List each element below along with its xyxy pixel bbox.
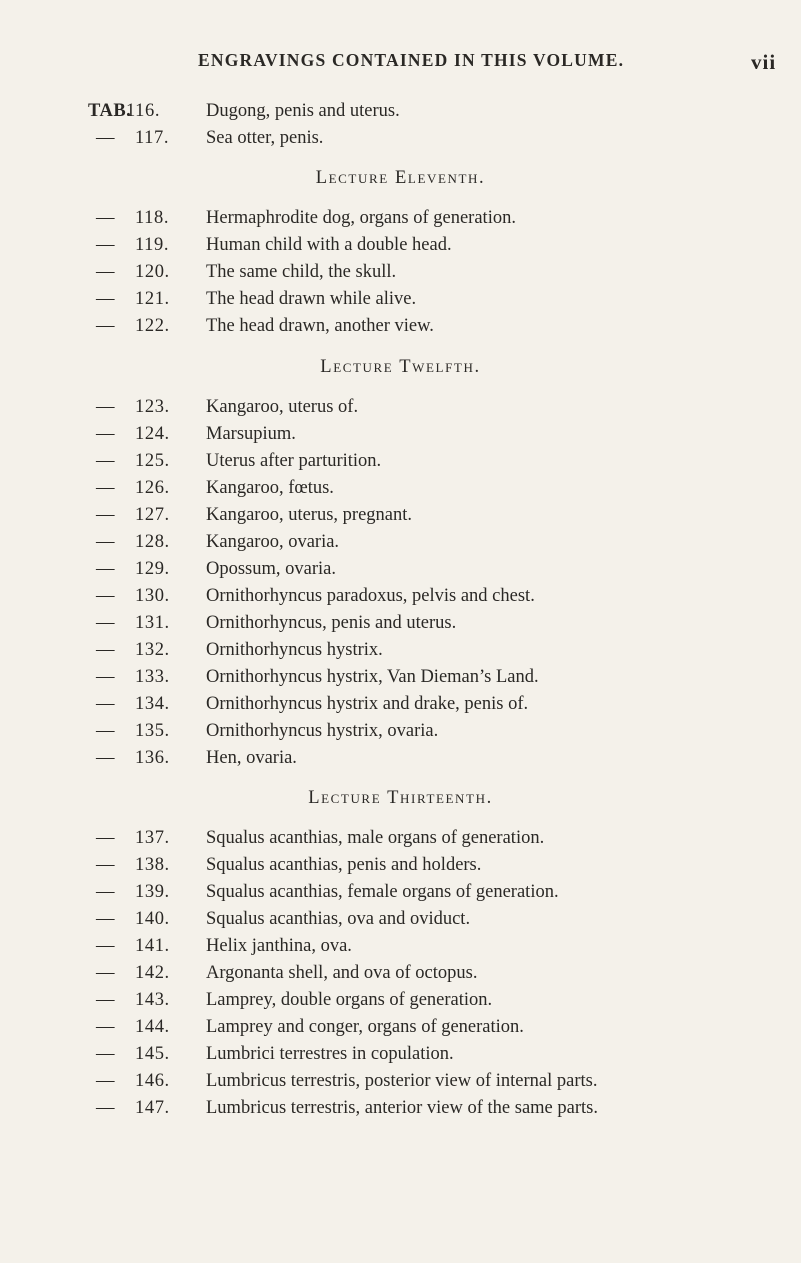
plate-description: The head drawn while alive. bbox=[206, 289, 417, 309]
ditto-dash: — bbox=[96, 451, 115, 471]
ditto-dash: — bbox=[96, 721, 115, 741]
list-item bbox=[0, 721, 801, 749]
ditto-dash: — bbox=[96, 882, 115, 902]
plate-description: Human child with a double head. bbox=[206, 235, 452, 255]
ditto-dash: — bbox=[96, 909, 115, 929]
ditto-dash: — bbox=[96, 397, 115, 417]
list-item bbox=[0, 1017, 801, 1045]
plate-description: Lumbricus terrestris, posterior view of internal parts. bbox=[206, 1071, 598, 1091]
ditto-dash: — bbox=[96, 613, 115, 633]
ditto-dash: — bbox=[96, 640, 115, 660]
plate-number: 126. bbox=[135, 478, 170, 498]
list-item bbox=[0, 748, 801, 776]
plate-description: Hen, ovaria. bbox=[206, 748, 297, 768]
ditto-dash: — bbox=[96, 855, 115, 875]
plate-description: Kangaroo, ovaria. bbox=[206, 532, 340, 552]
plate-description: Ornithorhyncus, penis and uterus. bbox=[206, 613, 457, 633]
ditto-dash: — bbox=[96, 478, 115, 498]
plate-number: 122. bbox=[135, 316, 170, 336]
plate-number: 131. bbox=[135, 613, 170, 633]
list-item bbox=[0, 667, 801, 695]
plate-description: Ornithorhyncus hystrix, ovaria. bbox=[206, 721, 439, 741]
plate-number: 141. bbox=[135, 936, 170, 956]
list-item bbox=[0, 855, 801, 883]
lecture-heading bbox=[0, 168, 801, 189]
tab-prefix: TAB. bbox=[88, 101, 132, 121]
ditto-dash: — bbox=[96, 262, 115, 282]
list-item bbox=[0, 586, 801, 614]
lecture-heading-text: Lecture Eleventh. bbox=[315, 168, 486, 188]
plate-description: Kangaroo, uterus of. bbox=[206, 397, 359, 417]
plate-description: Squalus acanthias, male organs of generation. bbox=[206, 828, 545, 848]
list-item bbox=[0, 936, 801, 964]
ditto-dash: — bbox=[96, 963, 115, 983]
plate-description: Argonanta shell, and ova of octopus. bbox=[206, 963, 478, 983]
plate-description: Opossum, ovaria. bbox=[206, 559, 336, 579]
page-number: vii bbox=[751, 50, 777, 74]
ditto-dash: — bbox=[96, 828, 115, 848]
ditto-dash: — bbox=[96, 505, 115, 525]
plate-description: Lumbricus terrestris, anterior view of the same parts. bbox=[206, 1098, 598, 1118]
plate-description: Ornithorhyncus hystrix. bbox=[206, 640, 383, 660]
list-item bbox=[0, 640, 801, 668]
plate-description: The same child, the skull. bbox=[206, 262, 397, 282]
plate-description: Sea otter, penis. bbox=[206, 128, 324, 148]
ditto-dash: — bbox=[96, 1098, 115, 1118]
ditto-dash: — bbox=[96, 289, 115, 309]
plate-number: 140. bbox=[135, 909, 170, 929]
plate-description: Lumbrici terrestres in copulation. bbox=[206, 1044, 454, 1064]
plate-number: 118. bbox=[135, 208, 170, 228]
plate-description: Ornithorhyncus hystrix and drake, penis of. bbox=[206, 694, 529, 714]
plate-number: 147. bbox=[135, 1098, 170, 1118]
page-header bbox=[0, 50, 801, 80]
list-item bbox=[0, 909, 801, 937]
plate-number: 135. bbox=[135, 721, 170, 741]
list-item bbox=[0, 828, 801, 856]
list-item bbox=[0, 1071, 801, 1099]
plate-description: Squalus acanthias, female organs of generation. bbox=[206, 882, 559, 902]
list-item bbox=[0, 1098, 801, 1126]
plate-number: 124. bbox=[135, 424, 170, 444]
plate-number: 127. bbox=[135, 505, 170, 525]
ditto-dash: — bbox=[96, 424, 115, 444]
plate-description: Marsupium. bbox=[206, 424, 296, 444]
plate-description: Ornithorhyncus paradoxus, pelvis and chest. bbox=[206, 586, 535, 606]
plate-number: 145. bbox=[135, 1044, 170, 1064]
plate-description: Squalus acanthias, ova and oviduct. bbox=[206, 909, 471, 929]
running-title: ENGRAVINGS CONTAINED IN THIS VOLUME. bbox=[198, 50, 625, 70]
list-item bbox=[0, 451, 801, 479]
plate-number: 133. bbox=[135, 667, 170, 687]
ditto-dash: — bbox=[96, 208, 115, 228]
list-item bbox=[0, 613, 801, 641]
list-item bbox=[0, 397, 801, 425]
ditto-dash: — bbox=[96, 990, 115, 1010]
plate-number: 134. bbox=[135, 694, 170, 714]
plate-number: 117. bbox=[135, 128, 170, 148]
ditto-dash: — bbox=[96, 532, 115, 552]
list-item bbox=[0, 559, 801, 587]
list-item bbox=[0, 478, 801, 506]
plate-description: The head drawn, another view. bbox=[206, 316, 434, 336]
ditto-dash: — bbox=[96, 586, 115, 606]
plate-number: 142. bbox=[135, 963, 170, 983]
list-item bbox=[0, 882, 801, 910]
list-item bbox=[0, 1044, 801, 1072]
plate-number: 136. bbox=[135, 748, 170, 768]
plate-description: Helix janthina, ova. bbox=[206, 936, 352, 956]
plate-number: 120. bbox=[135, 262, 170, 282]
list-item bbox=[0, 963, 801, 991]
plate-description: Hermaphrodite dog, organs of generation. bbox=[206, 208, 516, 228]
plate-number: 119. bbox=[135, 235, 170, 255]
plate-description: Dugong, penis and uterus. bbox=[206, 101, 400, 121]
lecture-heading bbox=[0, 788, 801, 809]
list-item bbox=[0, 532, 801, 560]
ditto-dash: — bbox=[96, 1071, 115, 1091]
ditto-dash: — bbox=[96, 1044, 115, 1064]
plate-number: 143. bbox=[135, 990, 170, 1010]
ditto-dash: — bbox=[96, 748, 115, 768]
list-item bbox=[0, 990, 801, 1018]
plate-number: 130. bbox=[135, 586, 170, 606]
list-item bbox=[0, 505, 801, 533]
lecture-heading bbox=[0, 357, 801, 378]
ditto-dash: — bbox=[96, 667, 115, 687]
plate-description: Kangaroo, fœtus. bbox=[206, 478, 334, 498]
plate-number: 121. bbox=[135, 289, 170, 309]
plate-number: 138. bbox=[135, 855, 170, 875]
plate-number: 128. bbox=[135, 532, 170, 552]
plate-description: Ornithorhyncus hystrix, Van Dieman’s Land. bbox=[206, 667, 539, 687]
plate-description: Squalus acanthias, penis and holders. bbox=[206, 855, 482, 875]
ditto-dash: — bbox=[96, 316, 115, 336]
plate-description: Uterus after parturition. bbox=[206, 451, 382, 471]
plate-description: Lamprey and conger, organs of generation. bbox=[206, 1017, 524, 1037]
plate-number: 116. bbox=[126, 101, 161, 121]
plate-number: 123. bbox=[135, 397, 170, 417]
ditto-dash: — bbox=[96, 936, 115, 956]
plate-description: Lamprey, double organs of generation. bbox=[206, 990, 493, 1010]
plate-number: 137. bbox=[135, 828, 170, 848]
plate-description: Kangaroo, uterus, pregnant. bbox=[206, 505, 413, 525]
plate-number: 125. bbox=[135, 451, 170, 471]
list-item bbox=[0, 235, 801, 263]
list-item bbox=[0, 262, 801, 290]
list-item bbox=[0, 289, 801, 317]
plate-number: 139. bbox=[135, 882, 170, 902]
list-item bbox=[0, 424, 801, 452]
ditto-dash: — bbox=[96, 1017, 115, 1037]
plate-number: 144. bbox=[135, 1017, 170, 1037]
list-item bbox=[0, 101, 801, 129]
ditto-dash: — bbox=[96, 559, 115, 579]
plate-number: 146. bbox=[135, 1071, 170, 1091]
ditto-dash: — bbox=[96, 128, 115, 148]
plate-number: 129. bbox=[135, 559, 170, 579]
lecture-heading-text: Lecture Twelfth. bbox=[320, 357, 481, 377]
list-item bbox=[0, 208, 801, 236]
plate-number: 132. bbox=[135, 640, 170, 660]
list-item bbox=[0, 128, 801, 156]
lecture-heading-text: Lecture Thirteenth. bbox=[308, 788, 493, 808]
list-item bbox=[0, 316, 801, 344]
list-item bbox=[0, 694, 801, 722]
ditto-dash: — bbox=[96, 235, 115, 255]
ditto-dash: — bbox=[96, 694, 115, 714]
